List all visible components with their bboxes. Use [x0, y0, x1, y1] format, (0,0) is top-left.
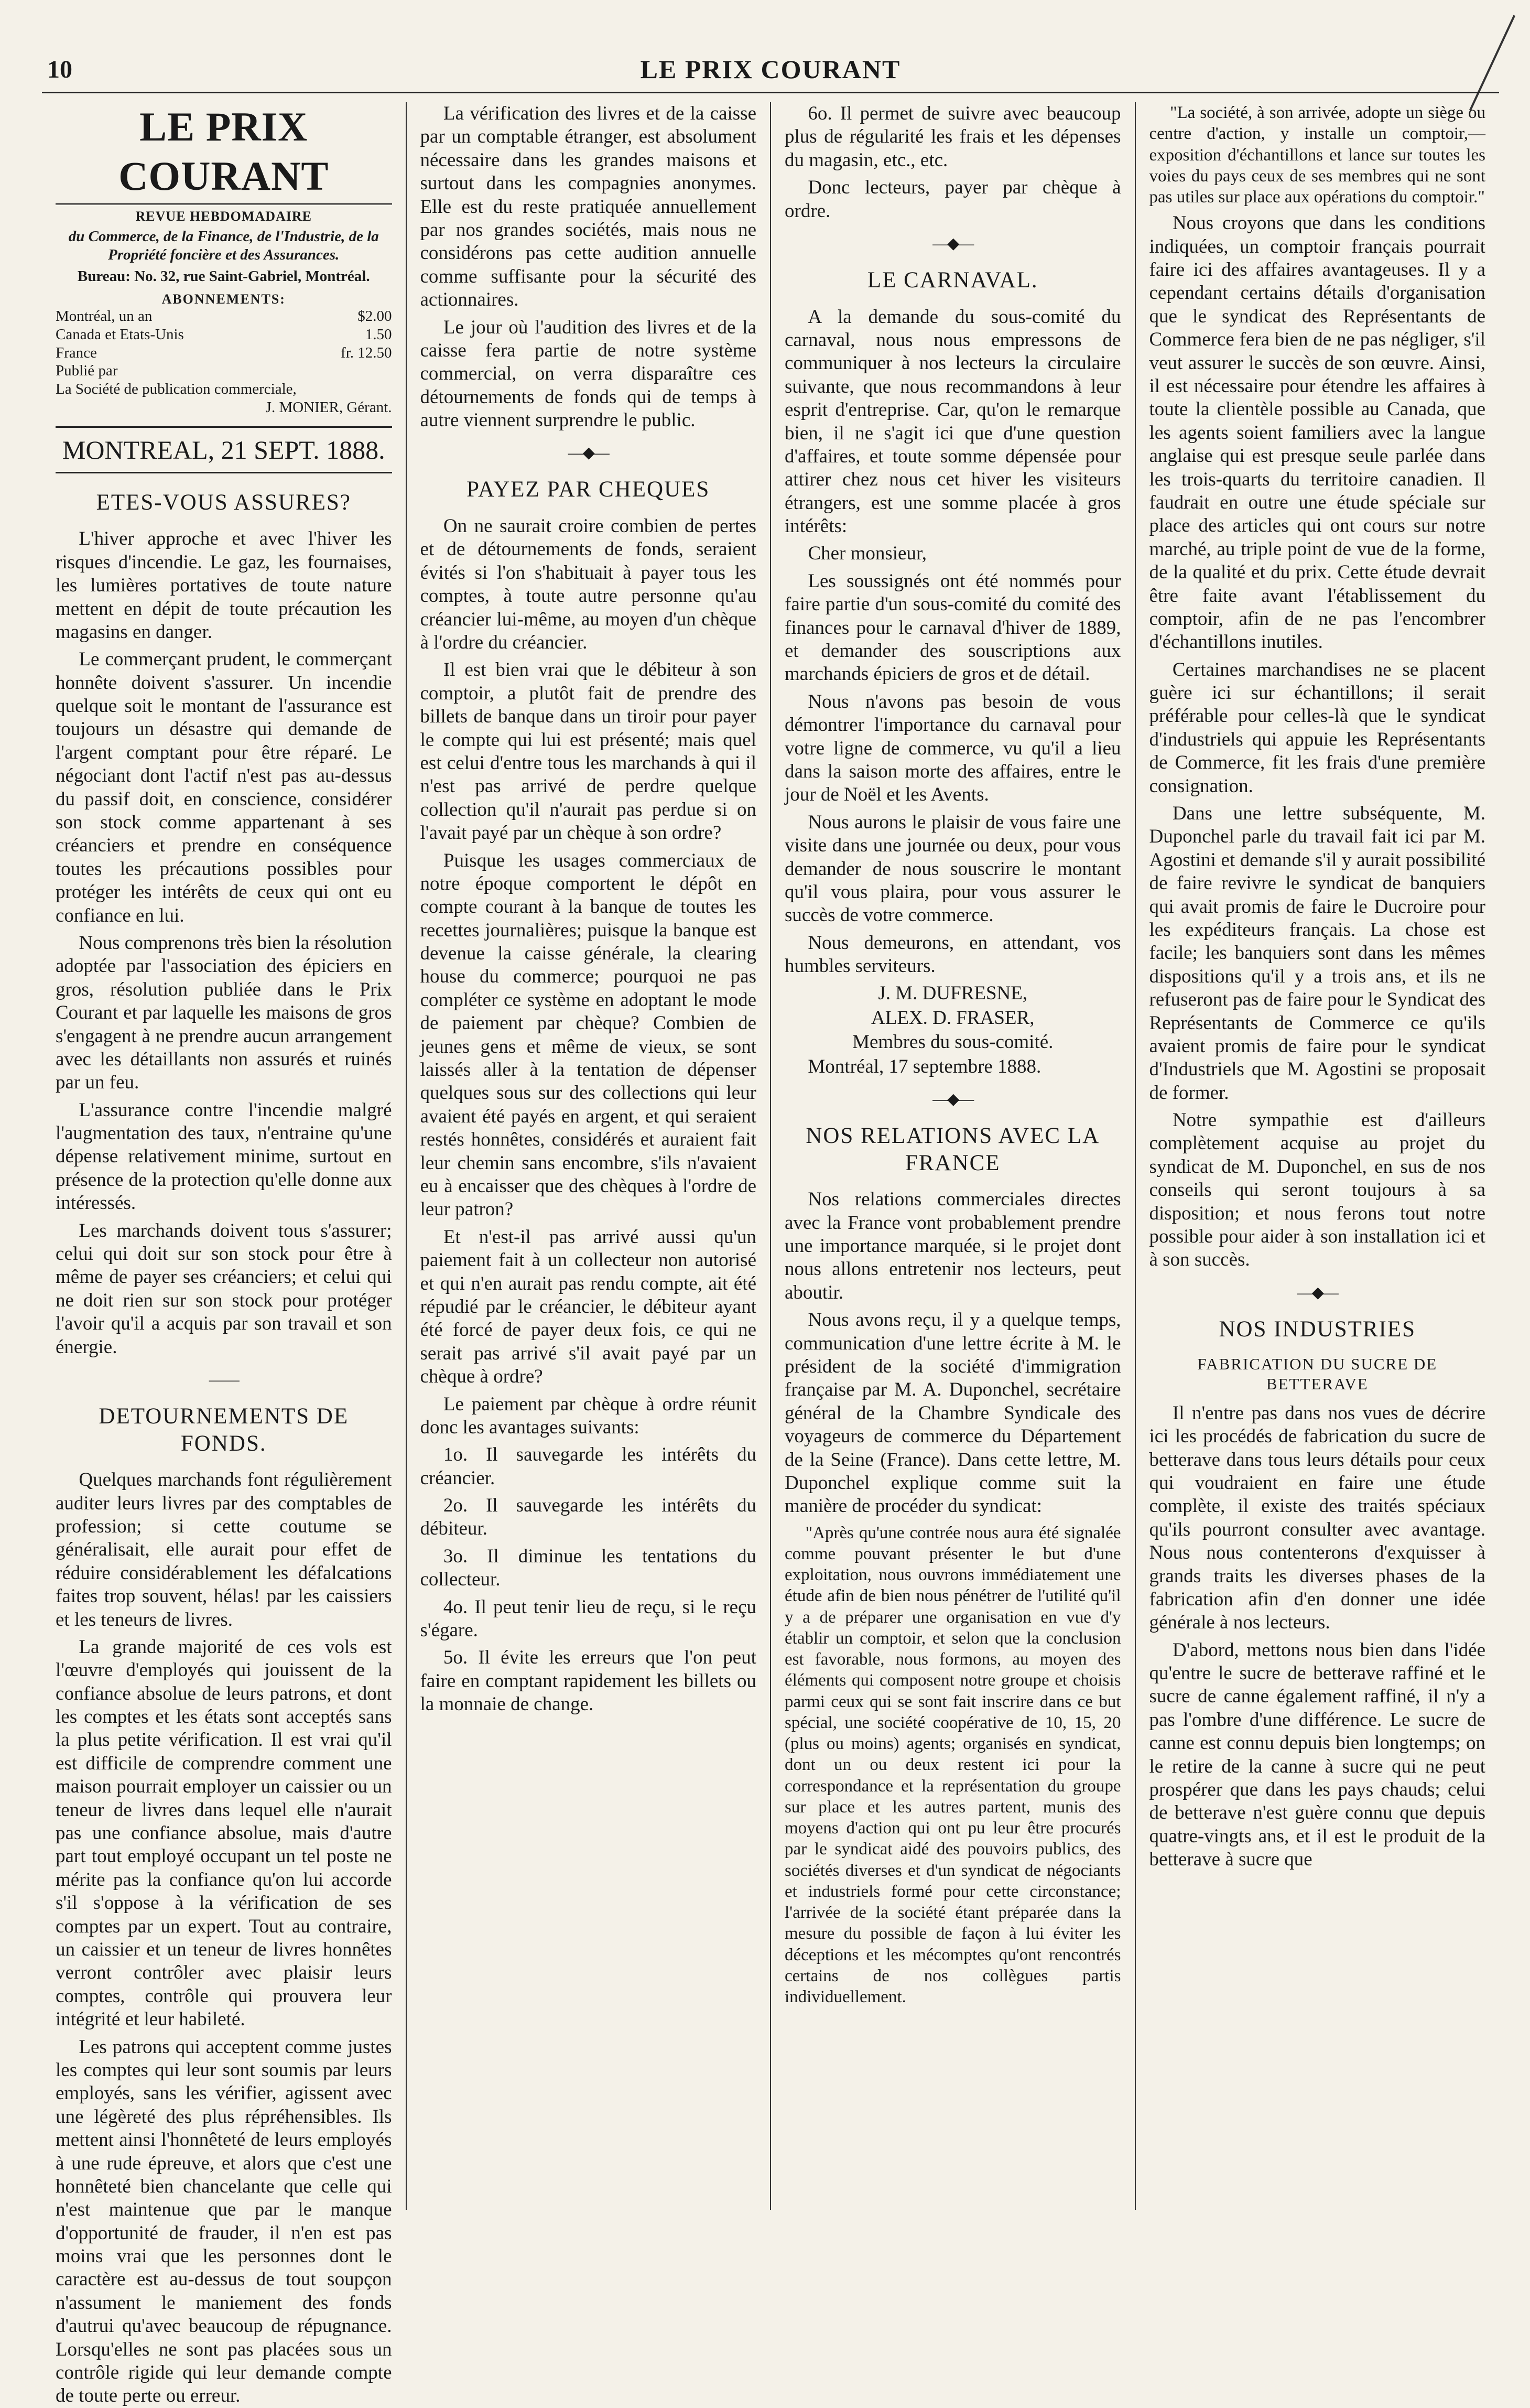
dateline: MONTREAL, 21 SEPT. 1888. — [56, 426, 392, 473]
newspaper-page — [42, 50, 1499, 2407]
paragraph: D'abord, mettons nous bien dans l'idée qu'entre le sucre de betterave raffiné et le sucre de canne également raffiné, il n'y a pas l'ombre d'une différence. Le sucre de canne est connu depuis bien longtemps; on le retire de la canne à sucre qui ne peut prospérer que dans les pays chauds; celui de betterave n'est guère connu que depuis quatre-vingts ans, et il est le produit de la betterave à sucre que — [1149, 1639, 1485, 1871]
published-by-label: Publié par — [56, 362, 118, 380]
article-title: LE CARNAVAL. — [867, 267, 1038, 293]
article-title: PAYEZ PAR CHEQUES — [466, 477, 710, 502]
article-title: ETES-VOUS ASSURES? — [96, 490, 351, 515]
section-divider: —◆— — [932, 234, 973, 252]
masthead-address: Bureau: No. 32, rue Saint-Gabriel, Montréal. — [77, 267, 370, 285]
paragraph: Notre sympathie est d'ailleurs complètement acquise au projet du syndicat de M. Duponchel, en sus de nos conseils qui seront toujours à sa disposition; et nous ferons tout notre possible pour aider à son installation ici et à son succès. — [1149, 1109, 1485, 1271]
columns — [42, 102, 1499, 2407]
paragraph: Nos relations commerciales directes avec la France vont probablement prendre une importance marquée, si le projet dont nous allons entretenir nos lecteurs, peut aboutir. — [785, 1189, 1121, 1303]
paragraph: La grande majorité de ces vols est l'œuvre d'employés qui jouissent de la confiance absolue de leurs patrons, et dont les comptes et les états sont acceptés sans la plus petite vérification. Il est vrai qu'il est difficile de comprendre comment une maison pourrait employer un caissier ou un teneur de livres dans lequel elle n'aurait pas une confiance absolue, mais d'autre part tout employé occupant un tel poste ne mérite pas la confiance qu'on lui accorde s'il s'oppose à la vérification de ses comptes par un expert. Tout au contraire, un caissier et un teneur de livres honnêtes verront contrôler avec plaisir leurs comptes, contrôle qui prouvera leur intégrité et leur habileté. — [56, 1636, 392, 2031]
date-line: Montréal, 17 septembre 1888. — [808, 1055, 1041, 1077]
paragraph: Puisque les usages commerciaux de notre époque comportent le dépôt en compte courant à la banque de toutes les recettes journalières; puisque la banque est devenue la caisse générale, la clearing house du commerce; pourquoi ne pas compléter ce système en adoptant le mode de paiement par chèque? Combien de jeunes gens et même de vieux, se sont laissés aller à la tentation de dépenser quelques sous sur des collections qui leur avaient été payés en argent, et qui seraient restés honnêtes, considérés et auraient fait leur chemin sans encombre, s'ils n'avaient eu à encaisser que des chèques à l'ordre de leur patron? — [420, 849, 756, 1221]
column-3 — [771, 102, 1136, 2210]
paragraph: Donc lecteurs, payer par chèque à ordre. — [785, 177, 1121, 222]
section-divider: —◆— — [568, 444, 609, 462]
paragraph: Nous avons reçu, il y a quelque temps, communication d'une lettre écrite à M. le président de la société d'immigration française par M. A. Duponchel, secrétaire général de la Chambre Syndicale des voyageurs de commerce du Département de la Seine (France). Dans cette lettre, M. Duponchel explique comme suit la manière de procéder du syndicat: — [785, 1309, 1121, 1517]
paragraph: Nous comprenons très bien la résolution adoptée par l'association des épiciers en gros, résolution publiée dans le Prix Courant et par laquelle les maisons de gros s'engagent à ne prendre aucun arrangement avec les détaillants non assurés et ruinés par un feu. — [56, 932, 392, 1094]
column-1 — [42, 102, 407, 2407]
paragraph: Il est bien vrai que le débiteur à son comptoir, a plutôt fait de prendre des billets de banque dans un tiroir pour payer le compte qui lui est présenté; mais quel est celui d'entre tous les marchands à qui il n'est pas arrivé de perdre quelque collection qu'il n'aurait pas perdue si on l'avait payé par un chèque à son ordre? — [420, 659, 756, 844]
paragraph: La vérification des livres et de la caisse par un comptable étranger, est absolument nécessaire dans les grandes maisons et surtout dans les compagnies anonymes. Elle est du reste pratiquée annuellement par nos grandes sociétés, mais nous ne considérons pas cette audition annuelle comme suffisante pour la sécurité des actionnaires. — [420, 103, 756, 311]
article-title: NOS INDUSTRIES — [1219, 1316, 1416, 1342]
signature: Membres du sous-comité. — [852, 1031, 1054, 1053]
column-4 — [1136, 102, 1500, 2210]
running-head — [42, 50, 1499, 93]
masthead-subtitle: REVUE HEBDOMADAIRE — [135, 209, 312, 224]
paragraph: Le jour où l'audition des livres et de la caisse fera partie de notre système commercial, on verra disparaître ces détournements de fonds qui de temps à autre viennent surprendre le public. — [420, 316, 756, 431]
paragraph: Nous n'avons pas besoin de vous démontrer l'importance du carnaval pour votre ligne de commerce, vu qu'il a lieu dans la saison morte des affaires, entre le jour de Noël et les Avents. — [785, 690, 1121, 806]
paragraph: Le paiement par chèque à ordre réunit donc les avantages suivants: — [420, 1393, 756, 1438]
paragraph: Nous demeurons, en attendant, vos humbles serviteurs. — [785, 932, 1121, 977]
signature: J. M. DUFRESNE, — [878, 982, 1028, 1005]
signature: ALEX. D. FRASER, — [871, 1007, 1035, 1029]
paragraph: Nous croyons que dans les conditions indiquées, un comptoir français pourrait faire ici des affaires avantageuses. Il y a cependant certains détails d'organisation que le syndicat des Représentants de Commerce fera bien de ne pas négliger, s'il veut assurer le succès de son œuvre. Ainsi, il est nécessaire pour étendre les affaires à toute la clientèle possible au Canada, que les agents soient familiers avec la langue anglaise qui est presque seule parlée dans les trois-quarts du territoire canadien. Il faudrait en outre une étude spéciale sur place des articles qui ont cours sur notre marché, au triple point de vue de la forme, de la qualité et du prix. Cette étude devrait être faite avant l'établissement du comptoir, afin de ne pas l'encombrer d'échantillons inutiles. — [1149, 212, 1485, 653]
paragraph: A la demande du sous-comité du carnaval, nous nous empressons de communiquer à nos lecteurs la circulaire suivante, que nous recommandons à leur esprit d'entreprise. Car, qu'on le remarque bien, il ne s'agit ici que d'une question d'affaires, et toute somme dépensée pour attirer chez nous cet hiver les visiteurs étrangers, est une somme placée à gros intérêts: — [785, 306, 1121, 537]
paragraph: Le commerçant prudent, le commerçant honnête doivent s'assurer. Un incendie quelque soit le montant de l'assurance est toujours un désastre qui demande de l'argent comptant pour être réparé. Le négociant dont l'actif n'est pas au-dessus du passif doit, en conscience, considérer son stock comme appartenant à ses créanciers et prendre en conséquence toutes les précautions possibles pour protéger les intérêts de ceux qui ont eu confiance en lui. — [56, 649, 392, 926]
article-subtitle: FABRICATION DU SUCRE DE BETTERAVE — [1197, 1355, 1438, 1393]
column-2 — [407, 102, 772, 2210]
paragraph: Et n'est-il pas arrivé aussi qu'un paiement fait à un collecteur non autorisé et qui n'en aurait pas rendu compte, ait été répudié par le créancier, le débiteur ayant été forcé de payer deux fois, ce qui ne serait pas arrivé s'il avait payé par un chèque à ordre? — [420, 1226, 756, 1388]
section-divider: —◆— — [932, 1090, 973, 1108]
quote: "La société, à son arrivée, adopte un siège ou centre d'action, y installe un comptoir,—exposition d'échantillons et lance sur toutes les voies du pays ceux de ses membres qui ne sont pas utiles sur place aux opérations du comptoir." — [1149, 103, 1485, 207]
paragraph: Les marchands doivent tous s'assurer; celui qui doit sur son stock pour être à même de payer ses créanciers; et celui qui ne doit rien sur son stock pour protéger l'avoir qu'il a acquis par son travail et son énergie. — [56, 1219, 392, 1358]
paragraph: Dans une lettre subséquente, M. Duponchel parle du travail fait ici par M. Agostini et demande s'il y aurait possibilité de faire revivre le syndicat de banquiers qui avait promis de faire le Ducroire pour les expéditeurs français. La chose est facile; les banquiers sont dans les mêmes dispositions qu'il y a trois ans, et ils ne refuseront pas de faire pour le Syndicat des Représentants de Commerce ce qu'ils avaient promis de faire pour le syndicat d'Industriels que M. Agostini se proposait de former. — [1149, 803, 1485, 1104]
page-number: 10 — [47, 56, 72, 83]
manager: J. MONIER, Gérant. — [265, 398, 392, 416]
section-divider: —— — [209, 1371, 238, 1388]
paragraph: Cher monsieur, — [808, 543, 927, 565]
paragraph: Il n'entre pas dans nos vues de décrire ici les procédés de fabrication du sucre de betterave dans tous leurs détails pour ceux qui voudraient en faire une étude complète, il existe des traités spéciaux qu'ils pourront consulter avec avantage. Nous nous contenterons d'exquisser à grands traits les diverses phases de la fabrication afin d'en donner une idée générale à nos lecteurs. — [1149, 1402, 1485, 1634]
section-divider: —◆— — [1297, 1283, 1338, 1301]
running-title: LE PRIX COURANT — [640, 55, 901, 84]
masthead-description: du Commerce, de la Finance, de l'Industrie, de la Propriété foncière et des Assurances. — [68, 228, 379, 264]
subscriptions-label: ABONNEMENTS: — [161, 291, 286, 307]
quote: "Après qu'une contrée nous aura été signalée comme pouvant présenter le but d'une exploitation, nous ouvrons immédiatement une étude afin de bien nous pénétrer de l'utilité qu'il y a de préparer une organisation en vue d'y établir un comptoir, et selon que la conclusion est favorable, nous formons, au moyen des éléments qui composent notre groupe et choisis parmi ceux qui se sont fait inscrire dans ce but spécial, une société coopérative de 10, 15, 20 (plus ou moins) agents; organisés en syndicat, dont un ou deux restent ici pour la correspondance et la représentation du groupe sur place et les autres partent, munis des moyens d'action qui ont pu leur être procurés par le syndicat aidé des pouvoirs publics, des sociétés diverses et d'un syndicat de négociants et industriels formé pour cette circonstance; l'arrivée de la société étant préparée dans la mesure du possible de façon à lui éviter les déceptions et les mécomptes qu'ont rencontrés certains de nos collègues partis individuellement. — [785, 1523, 1121, 2007]
paragraph: Certaines marchandises ne se placent guère ici sur échantillons; il serait préférable pour celles-là que le syndicat d'industriels qui appuie les Représentants de Commerce, fit les frais d'une première consignation. — [1149, 658, 1485, 797]
paragraph: Les patrons qui acceptent comme justes les comptes qui leur sont soumis par leurs employés, sans les vérifier, agissent avec une légèreté des plus répréhensibles. Ils mettent ainsi l'honnêteté de leurs employés à une rude épreuve, et alors que c'est une honnêteté bien chancelante que celle qui n'est maintenue que par le manque d'opportunité de frauder, il n'en est pas moins vrai que les personnes dont le caractère est au-dessus de tout soupçon n'assument le maniement des fonds d'autrui qu'avec beaucoup de répugnance. Lorsqu'elles ne sont pas placées sous un contrôle rigide qui leur demande compte de toute perte ou erreur. — [56, 2036, 392, 2407]
list-item: 6o. Il permet de suivre avec beaucoup plus de régularité les frais et les dépenses du magasin, etc., etc. — [785, 103, 1121, 171]
paragraph: L'hiver approche et avec l'hiver les risques d'incendie. Le gaz, les fournaises, les lumières portatives de toute nature mettent en dépit de toute précaution les magasins en danger. — [56, 528, 392, 643]
list-item: 1o. Il sauvegarde les intérêts du créancier. — [420, 1444, 756, 1489]
publisher: La Société de publication commerciale, — [56, 381, 297, 398]
list-item: 5o. Il évite les erreurs que l'on peut faire en comptant rapidement les billets ou la monnaie de change. — [420, 1647, 756, 1715]
list-item: 2o. Il sauvegarde les intérêts du débiteur. — [420, 1495, 756, 1540]
masthead-title: LE PRIX COURANT — [56, 102, 392, 205]
paragraph: On ne saurait croire combien de pertes et de détournements de fonds, seraient évités si l'on s'habituait à payer tous les comptes, à toute autre personne qu'au créancier lui-même, au moyen d'un chèque à l'ordre du créancier. — [420, 515, 756, 654]
rate-row: France fr. 12.50 — [56, 344, 392, 361]
list-item: 4o. Il peut tenir lieu de reçu, si le reçu s'égare. — [420, 1596, 756, 1642]
paragraph: Nous aurons le plaisir de vous faire une visite dans une journée ou deux, pour vous demander de nous souscrire le montant qu'il vous plaira, pour vous assurer le succès de votre commerce. — [785, 811, 1121, 926]
paragraph: Les soussignés ont été nommés pour faire partie d'un sous-comité du comité des finances pour le carnaval d'hiver de 1889, et demander des souscriptions aux marchands épiciers de gros et de détail. — [785, 570, 1121, 685]
list-item: 3o. Il diminue les tentations du collecteur. — [420, 1545, 756, 1591]
rate-row: Montréal, un an $2.00 — [56, 307, 392, 325]
paragraph: Quelques marchands font régulièrement auditer leurs livres par des comptables de profession; si cette coutume se généralisait, elle aurait pour effet de réduire considérablement les défalcations faites trop souvent, hélas! par les caissiers et les teneurs de livres. — [56, 1469, 392, 1630]
rate-row: Canada et Etats-Unis 1.50 — [56, 326, 392, 343]
article-title: DETOURNEMENTS DE FONDS. — [99, 1404, 349, 1456]
paragraph: L'assurance contre l'incendie malgré l'augmentation des taux, n'entraine qu'une dépense relativement minime, surtout en présence de la protection qu'elle donne aux intéressés. — [56, 1099, 392, 1214]
article-title: NOS RELATIONS AVEC LA FRANCE — [806, 1124, 1100, 1175]
